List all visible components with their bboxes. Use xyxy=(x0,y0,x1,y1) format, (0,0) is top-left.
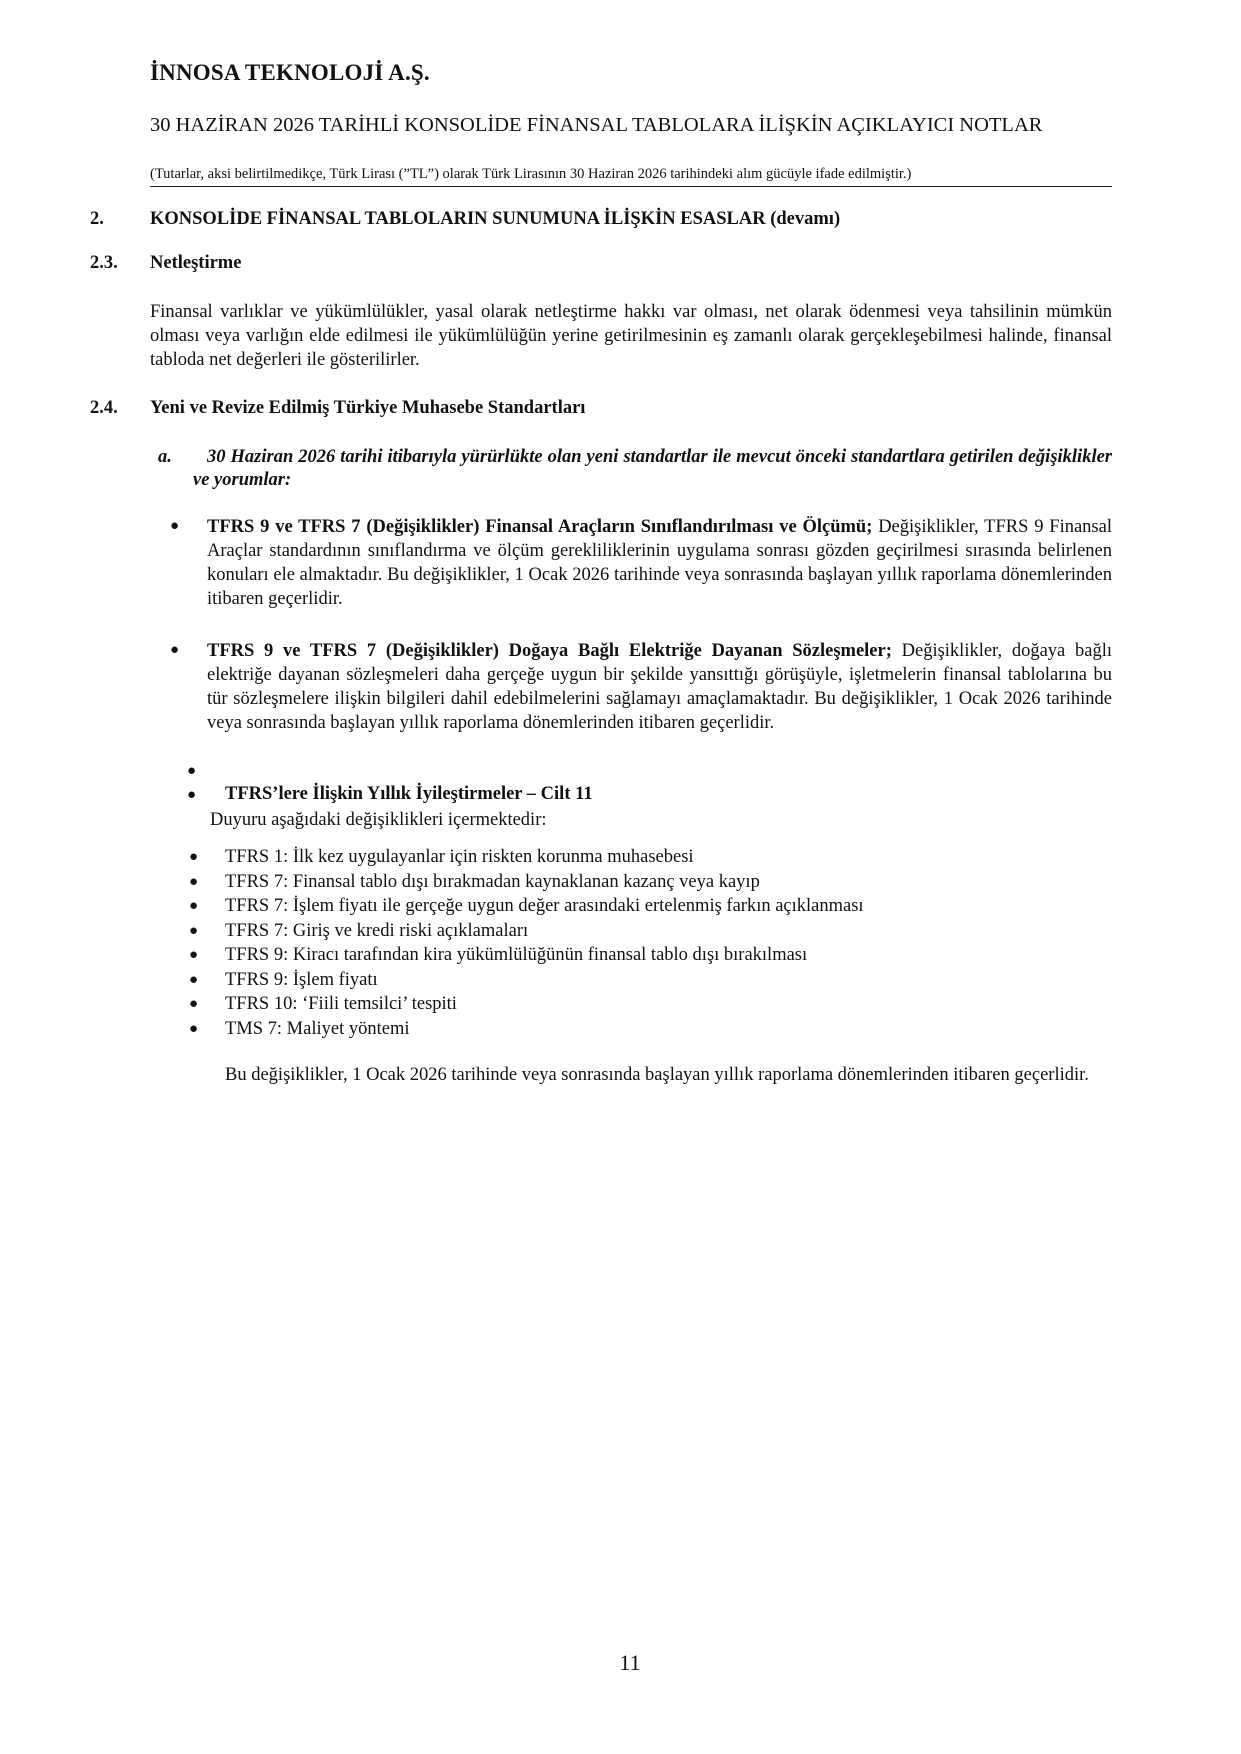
list-item-text: TFRS 10: ‘Fiili temsilci’ tespiti xyxy=(225,994,457,1014)
currency-note: (Tutarlar, aksi belirtilmedikçe, Türk Lirası (”TL”) olarak Türk Lirasının 30 Haziran 2026 tarihindeki alım gücüyle ifade edilmiştir.) xyxy=(150,166,912,182)
list-item-text: TMS 7: Maliyet yöntemi xyxy=(225,1018,410,1039)
bullet-icon: ● xyxy=(170,518,180,534)
subsection-2-3-number: 2.3. xyxy=(90,253,118,273)
bullet-icon: ● xyxy=(189,947,199,963)
subsection-2-3-title: Netleştirme xyxy=(150,253,242,273)
bullet-icon: ● xyxy=(189,873,199,890)
list-item xyxy=(189,845,864,870)
list-item xyxy=(189,992,864,1017)
bullet-body: Değişiklikler, doğaya bağlı elektriğe dayanan sözleşmeleri daha gerçeğe uygun bir şekilde yansıttığı görüşüyle, işletmelerin finansal tablolarına bu tür sözleşmelere ilişkin bilgileri dahil edebilmelerini sağlamayı amaçlamaktadır. Bu değişiklikler, 1 Ocak 2026 tarihinde veya sonrasında başlayan yıllık raporlama dönemlerinden itibaren geçerlidir. xyxy=(207,641,1112,733)
list-item-text: TFRS 9: Kiracı tarafından kira yükümlülüğünün finansal tablo dışı bırakılması xyxy=(225,945,808,965)
amendments-list xyxy=(189,845,864,1041)
bullet-icon: ● xyxy=(189,898,199,914)
bullet-icon: ● xyxy=(189,1020,199,1037)
bullet-icon: ● xyxy=(189,849,199,865)
section-title: KONSOLİDE FİNANSAL TABLOLARIN SUNUMUNA İLİŞKİN ESASLAR (devamı) xyxy=(150,209,841,229)
bullet-icon: ● xyxy=(189,922,199,939)
company-name: İNNOSA TEKNOLOJİ A.Ş. xyxy=(150,60,430,85)
bullet-icon: ● xyxy=(187,787,197,803)
closing-paragraph: Bu değişiklikler, 1 Ocak 2026 tarihinde veya sonrasında başlayan yıllık raporlama dönemlerinden itibaren geçerlidir. xyxy=(225,1065,1089,1085)
subsection-2-4-number: 2.4. xyxy=(90,398,118,418)
list-item xyxy=(189,943,864,968)
list-item xyxy=(189,968,864,993)
bullet-icon: ● xyxy=(170,642,180,658)
list-item-text: TFRS 9: İşlem fiyatı xyxy=(225,969,378,990)
item-a-text: 30 Haziran 2026 tarihi itibarıyla yürürlükte olan yeni standartlar ile mevcut önceki standartlara getirilen değişiklikler ve yorumlar: xyxy=(193,447,1112,490)
bullet-icon: ● xyxy=(187,763,197,779)
bullet-item-classification xyxy=(207,515,1112,611)
subsection-2-4-title: Yeni ve Revize Edilmiş Türkiye Muhasebe Standartları xyxy=(150,398,586,418)
list-item-text: TFRS 7: Giriş ve kredi riski açıklamaları xyxy=(225,920,529,941)
header-divider xyxy=(150,186,1112,187)
bullet-icon: ● xyxy=(189,971,199,988)
bullet-title: TFRS 9 ve TFRS 7 (Değişiklikler) Finansal Araçların Sınıflandırılması ve Ölçümü; xyxy=(207,517,873,537)
list-item-text: TFRS 7: Finansal tablo dışı bırakmadan kaynaklanan kazanç veya kayıp xyxy=(225,871,760,892)
list-item-text: TFRS 7: İşlem fiyatı ile gerçeğe uygun değer arasındaki ertelenmiş farkın açıklanması xyxy=(225,896,864,916)
bullet-icon: ● xyxy=(189,996,199,1012)
list-item-text: TFRS 1: İlk kez uygulayanlar için riskten korunma muhasebesi xyxy=(225,847,694,867)
annual-improvements-title: TFRS’lere İlişkin Yıllık İyileştirmeler – Cilt 11 xyxy=(225,784,593,804)
bullet-title: TFRS 9 ve TFRS 7 (Değişiklikler) Doğaya Bağlı Elektriğe Dayanan Sözleşmeler; xyxy=(207,641,892,661)
list-item xyxy=(189,870,864,895)
bullet-body: Değişiklikler, TFRS 9 Finansal Araçlar standardının sınıflandırma ve ölçüm gerekliliklerinin uygulama sonrası gözden geçirilmesi sırasında belirlenen konuları ele almaktadır. Bu değişiklikler, 1 Ocak 2026 tarihinde veya sonrasında başlayan yıllık raporlama dönemlerinden itibaren geçerlidir. xyxy=(207,517,1112,609)
netting-paragraph: Finansal varlıklar ve yükümlülükler, yasal olarak netleştirme hakkı var olması, net olarak ödenmesi veya tahsilinin mümkün olması veya varlığın elde edilmesi ile yükümlülüğün yerine getirilmesinin eş zamanlı olarak gerçekleşebilmesi halinde, finansal tabloda net değerleri ile gösterilirler. xyxy=(150,302,1112,370)
bullet-item-nature-dependent-electricity xyxy=(207,639,1112,735)
section-number: 2. xyxy=(90,209,104,229)
item-a-label: a. xyxy=(158,447,172,467)
annual-improvements-intro: Duyuru aşağıdaki değişiklikleri içermektedir: xyxy=(210,810,547,830)
list-item xyxy=(189,894,864,919)
list-item xyxy=(189,1017,864,1042)
document-title: 30 HAZİRAN 2026 TARİHLİ KONSOLİDE FİNANSAL TABLOLARA İLİŞKİN AÇIKLAYICI NOTLAR xyxy=(150,114,1043,136)
page-number: 11 xyxy=(619,1650,641,1675)
list-item xyxy=(189,919,864,944)
